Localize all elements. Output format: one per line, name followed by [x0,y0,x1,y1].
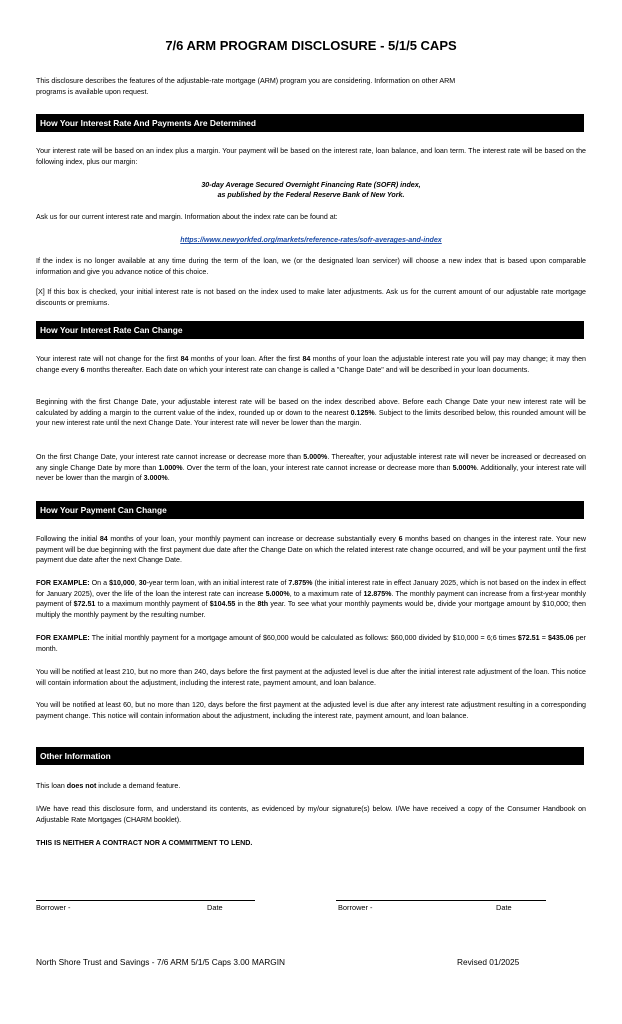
payment-calculation-example-paragraph: FOR EXAMPLE: The initial monthly payment for a mortgage amount of $60,000 would be calculated as follows: $60,000 divided by $10,000 = 6;6 times $72.51 = $435.06 per month. [36,634,586,653]
section-heading-rate-change: How Your Interest Rate Can Change [36,321,584,339]
borrower-2-label: Borrower - [338,903,373,912]
acknowledgement-paragraph: I/We have read this disclosure form, and understand its contents, as evidenced by my/our signature(s) below. I/We have received a copy of the Consumer Handbook on Adjustable Rate Mortgages (CHARM booklet). [36,805,586,824]
section-heading-other-information: Other Information [36,747,584,765]
ask-rate-paragraph: Ask us for our current interest rate and margin. Information about the index rate can be found at: [36,213,338,221]
discount-checkbox-paragraph: [X] If this box is checked, your initial interest rate is not based on the index used to make later adjustments. Ask us for the current amount of our adjustable rate mortgage discounts or premiums. [36,288,586,307]
borrower-1-signature-line[interactable] [36,900,255,901]
initial-adjustment-notice-paragraph: You will be notified at least 210, but no more than 240, days before the first payment at the adjusted level is due after the initial interest rate adjustment of the loan. This notice will contain information about the adjustment, including the interest rate, payment amount, and loan balance. [36,668,586,687]
borrower-2-date-label: Date [496,903,512,912]
rate-basis-paragraph: Your interest rate will be based on an index plus a margin. Your payment will be based on the interest rate, loan balance, and loan term. The interest rate will be based on the following index, plus our margin: [36,147,586,166]
intro-paragraph: This disclosure describes the features of the adjustable-rate mortgage (ARM) program you are considering. Information on other ARM programs is available upon request. [36,77,456,96]
subsequent-adjustment-notice-paragraph: You will be notified at least 60, but no more than 120, days before the first payment at the adjusted level is due after any interest rate adjustment resulting in a corresponding payment change. This notice will contain information about the adjustment, including the interest rate, payment amount, and loan balance. [36,701,586,720]
rate-change-schedule-paragraph: Your interest rate will not change for the first 84 months of your loan. After the first 84 months of your loan the adjustable interest rate you will pay may change; it may then change every 6 months thereafter. Each date on which your interest rate can change is called a "Change Date" and will be described in your loan documents. [36,355,586,374]
rate-calculation-paragraph: Beginning with the first Change Date, your adjustable interest rate will be based on the index described above. Before each Change Date your new interest rate will be calculated by adding a margin to the current value of the index, rounded up or down to the nearest 0.125%. Subject to the limits described below, this rounded amount will be your new interest rate until the next Change Date. Your interest rate will never be lower than the margin. [36,398,586,427]
index-info-link[interactable]: https://www.newyorkfed.org/markets/reference-rates/sofr-averages-and-index [180,236,442,244]
index-name-line: 30-day Average Secured Overnight Financing Rate (SOFR) index, [201,181,421,189]
section-heading-payment-change: How Your Payment Can Change [36,501,584,519]
index-link-wrapper [36,235,586,246]
index-unavailable-paragraph: If the index is no longer available at any time during the term of the loan, we (or the designated loan servicer) will choose a new index that is based upon comparable information and give you advance notice of this choice. [36,257,586,276]
demand-feature-paragraph: This loan does not include a demand feature. [36,782,181,790]
index-publisher-line: as published by the Federal Reserve Bank of New York. [217,191,405,199]
rate-caps-paragraph: On the first Change Date, your interest rate cannot increase or decrease more than 5.000%. Thereafter, your adjustable interest rate will never be increased or decreased on any single Change Date by more than 1.000%. Over the term of the loan, your interest rate cannot increase or decrease more than 5.000%. Additionally, your interest rate will never be lower than the margin of 3.000%. [36,453,586,482]
payment-change-paragraph: Following the initial 84 months of your loan, your monthly payment can increase or decrease substantially every 6 months based on changes in the interest rate. Your new payment will be due beginning with the first payment due date after the Change Date on which the related interest rate change occurred, and will be your payment until the first payment due date after the next Change Date. [36,535,587,564]
borrower-2-signature-line[interactable] [336,900,546,901]
not-a-contract-statement: THIS IS NEITHER A CONTRACT NOR A COMMITMENT TO LEND. [36,839,253,847]
footer-form-id: North Shore Trust and Savings - 7/6 ARM 5/1/5 Caps 3.00 MARGIN [36,957,286,967]
footer-revision-date: Revised 01/2025 [457,957,520,967]
section-heading-rate-payments: How Your Interest Rate And Payments Are Determined [36,114,584,132]
borrower-1-label: Borrower - [36,903,71,912]
page-title: 7/6 ARM PROGRAM DISCLOSURE - 5/1/5 CAPS [165,38,457,53]
borrower-1-date-label: Date [207,903,223,912]
payment-example-paragraph: FOR EXAMPLE: On a $10,000, 30-year term loan, with an initial interest rate of 7.875% (the initial interest rate in effect January 2025, which is not based on the index in effect for January 2025), over the life of the loan the interest rate can increase 5.000%, to a maximum rate of 12.875%. The monthly payment can increase from a first-year monthly payment of $72.51 to a maximum monthly payment of $104.55 in the 8th year. To see what your monthly payments would be, divide your mortgage amount by $10,000; then multiply the monthly payment by the resulting number. [36,579,587,619]
